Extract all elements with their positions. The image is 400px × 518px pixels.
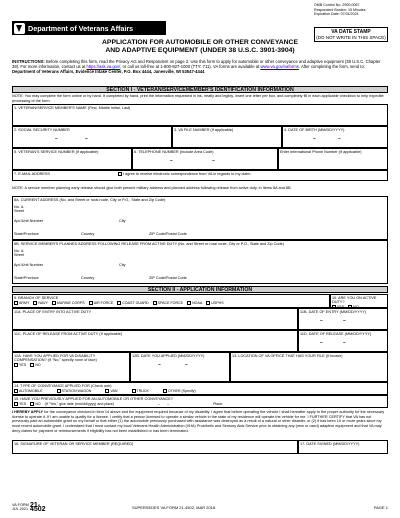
branch-6-option <box>187 301 202 305</box>
field-16-signature[interactable] <box>12 440 298 454</box>
field-1-name[interactable] <box>12 104 388 126</box>
disability-yes-label: YES <box>19 363 27 368</box>
field-6-telephone[interactable] <box>132 148 278 170</box>
branch-0-checkbox[interactable] <box>14 301 18 305</box>
title-line-1: APPLICATION FOR AUTOMOBILE OR OTHER CONVEYANCE <box>102 39 298 46</box>
country-label-8a: Country <box>81 232 95 236</box>
page-number: PAGE 1 <box>373 505 388 510</box>
field-17-label: 17. DATE SIGNED (MM/DD/YYYY) <box>300 441 360 446</box>
field-14-label: 14. TYPE OF CONVEYANCE APPLIED FOR (Check one) <box>14 383 112 388</box>
omb-info <box>314 3 388 17</box>
conveyance-3-label: TRUCK <box>136 389 149 393</box>
phone-dash-1: – <box>170 158 173 164</box>
disability-comp-options <box>14 363 128 367</box>
supersedes-note: SUPERSEDES VA FORM 21-4502, MAR 2018. <box>132 505 217 510</box>
conveyance-2-checkbox[interactable] <box>105 389 109 393</box>
dob-dash-1: – <box>313 136 316 142</box>
mailing-address: Department of Veterans Affairs, Evidence Intake Center, P.O. Box 4444, Janesville, WI 53547-4444 <box>12 69 205 75</box>
field-13-va-office[interactable] <box>230 352 388 382</box>
conveyance-1-checkbox[interactable] <box>57 389 61 393</box>
state-label-8a: State/Province <box>14 232 39 236</box>
branch-5-checkbox[interactable] <box>153 301 157 305</box>
field-13-label: 13. LOCATION OF VA OFFICE THAT HAS YOUR FILE (If known) <box>232 353 343 358</box>
ask-va-link[interactable]: https://ask.va.gov/ <box>86 64 121 70</box>
previous-yes-label: YES <box>19 402 27 406</box>
field-12a-label: 12A. HAVE YOU APPLIED FOR VA DISABILITY COMPENSATION? (If "No," specify none of face) <box>14 353 97 362</box>
branch-2-checkbox[interactable] <box>52 301 56 305</box>
previous-yes-checkbox[interactable] <box>14 402 18 406</box>
form-number: 21-4502 <box>30 502 46 514</box>
applied-dash-1: – <box>158 362 161 368</box>
branch-3-label: AIR FORCE <box>93 301 114 305</box>
field-5-service-number[interactable] <box>12 148 132 170</box>
branch-7-label: USPHS <box>211 301 224 305</box>
section-1-note: NOTE: You may complete the form online or by hand. If completed by hand, print the information requested in ink, neatly and legibly, insert one letter per box, and completely fill in each applicable checkbox to help expedite processing of the form. <box>12 94 384 103</box>
field-14-conveyance-type <box>12 382 388 395</box>
state-label-8b: State/Province <box>14 276 39 280</box>
form-label: VA FORM <box>12 503 29 507</box>
field-12b-label: 12B. DATE YOU APPLIED (MM/DD/YYYY) <box>132 353 205 358</box>
certification-statement <box>12 410 388 434</box>
va-logo <box>12 21 166 35</box>
phone-dash-2: – <box>212 158 215 164</box>
field-3-va-file[interactable] <box>172 126 282 148</box>
field-7-email[interactable] <box>12 170 388 181</box>
branch-7-checkbox[interactable] <box>206 301 210 305</box>
conveyance-3-option <box>132 389 149 393</box>
conveyance-options <box>14 389 386 393</box>
stamp-title: VA DATE STAMP <box>331 29 371 35</box>
email-consent-label: I agree to receive electronic correspondence from VA in regards to my claim. <box>123 172 252 176</box>
field-1-label: 1. VETERAN/SERVICE MEMBER'S NAME (First, Middle Initial, Last) <box>14 105 131 110</box>
certification-text: for the conveyance checked in Item 14 above and the equipment required because of my disability. I agree that before operating the vehicle I shall hereafter apply to the proper authority for the necessary license to operate it. If I am unable to qualify for a license, I certify that a person licensed to operate a similar vehicle in the state of my residence will operate the vehicle for me. I FURTHER CERTIFY that VA has not previously paid an automobile grant on my behalf or that either (1) the automobile previously purchased with assistance was destroyed as a result of a natural or other disaster, or (2) it has been 10 or more years since my most recent automobile grant. I understand that I must contact my local Veterans Health Administration (VHA) Prosthetic and Sensory Aids Service prior to obtaining any (new or used) adaptive equipment and that VA may deny claims for payment or reimbursements if eligibility has not been established or has been terminated. <box>12 410 385 433</box>
section-2-header: SECTION II - APPLICATION INFORMATION <box>12 286 388 293</box>
conveyance-2-option <box>105 389 117 393</box>
field-4-dob[interactable] <box>282 126 388 148</box>
zip-label-8b: ZIP Code/Postal Code <box>149 276 187 280</box>
no-street-label-8a: No. & Street <box>14 205 25 214</box>
entry-dash-2: – <box>343 318 346 324</box>
field-2-ssn[interactable] <box>12 126 172 148</box>
field-17-date-signed[interactable] <box>298 440 388 454</box>
va-forms-link[interactable]: www.va.gov/vaforms <box>260 64 299 70</box>
conveyance-1-label: STATION WAGON <box>61 389 92 393</box>
branch-7-option <box>206 301 223 305</box>
branch-4-checkbox[interactable] <box>117 301 121 305</box>
field-15-label: 15. HAVE YOU PREVIOUSLY APPLIED FOR AN AUTOMOBILE OR OTHER CONVEYANCE? <box>14 396 173 401</box>
ssn-dash-2: – <box>85 136 88 142</box>
field-12b-date-applied[interactable] <box>130 352 230 382</box>
branch-6-checkbox[interactable] <box>187 301 191 305</box>
previous-application-options <box>14 402 386 406</box>
city-label-8a: City <box>119 219 126 223</box>
city-label-8b: City <box>119 263 126 267</box>
applied-dash-2: – <box>185 362 188 368</box>
field-5-label: 5. VETERAN'S SERVICE NUMBER (If applicable) <box>14 149 99 154</box>
form-date: JUL 2021 <box>12 507 29 512</box>
branch-0-label: ARMY <box>19 301 30 305</box>
conveyance-1-option <box>57 389 92 393</box>
email-consent-checkbox[interactable] <box>118 172 122 176</box>
branch-3-option <box>89 301 114 305</box>
branch-6-label: NOAA <box>192 301 203 305</box>
conveyance-4-label: OTHER (Specify) <box>167 389 196 393</box>
field-12a-disability-comp <box>12 352 130 382</box>
release-dash-1: – <box>320 340 323 346</box>
apt-label-8a: Apt./Unit Number <box>14 219 44 223</box>
field-11a-label: 11A. PLACE OF ENTRY INTO ACTIVE DUTY <box>14 309 92 314</box>
field-9-branch <box>12 294 330 308</box>
va-seal-icon <box>14 23 25 34</box>
field-8a-current-address[interactable] <box>12 196 388 240</box>
conveyance-3-checkbox[interactable] <box>132 389 136 393</box>
field-11d-label: 11D. DATE OF RELEASE (MM/DD/YYYY) <box>300 331 372 336</box>
release-dash-2: – <box>343 340 346 346</box>
branch-1-label: NAVY <box>38 301 48 305</box>
instructions-lead: INSTRUCTIONS: <box>12 59 45 64</box>
field-11c-place-of-release[interactable] <box>12 330 298 352</box>
ssn-dash-1: – <box>55 136 58 142</box>
field-11a-place-of-entry[interactable] <box>12 308 298 330</box>
field-6b-label: Enter International Phone Number (If applicable) <box>280 149 362 154</box>
field-2-label: 2. SOCIAL SECURITY NUMBER <box>14 127 70 132</box>
field-10-label: 10. ARE YOU ON ACTIVE DUTY? <box>332 295 377 304</box>
conveyance-0-label: AUTOMOBILE <box>19 389 43 393</box>
field-7-label: 7. E-MAIL ADDRESS <box>14 171 50 176</box>
field-9-label: 9. BRANCH OF SERVICE <box>14 295 59 300</box>
field-16-label: 16. SIGNATURE OF VETERAN OR SERVICE MEMBER (REQUIRED) <box>14 441 134 446</box>
disability-no-checkbox[interactable] <box>30 363 34 367</box>
zip-label-8a: ZIP Code/Postal Code <box>149 232 187 236</box>
title-line-2: AND ADAPTIVE EQUIPMENT (UNDER 38 U.S.C. 3901-3904) <box>105 46 295 54</box>
branch-1-checkbox[interactable] <box>33 301 37 305</box>
conveyance-0-checkbox[interactable] <box>14 389 18 393</box>
field-4-label: 4. DATE OF BIRTH (MM/DD/YYYY) <box>284 127 345 132</box>
email-consent <box>118 172 251 176</box>
conveyance-4-checkbox[interactable] <box>163 389 167 393</box>
branch-1-option <box>33 301 48 305</box>
omb-number: OMB Control No. 2900-0067 <box>314 3 360 7</box>
previous-place-label: Place: <box>213 402 224 406</box>
field-8b-label: 8B. SERVICE MEMBER'S PLANNED ADDRESS FOLLOWING RELEASE FROM ACTIVE DUTY (No. and Street or rural route, City or P.O., State and Zip Code) <box>14 241 284 246</box>
field-15-previous-application <box>12 395 388 408</box>
section-1-note-2: NOTE: A service member planning early release should give both present military address and planned address following release from active duty, in Items 8A and 8B. <box>12 186 292 190</box>
previous-no-label: NO <box>35 402 41 406</box>
branch-3-checkbox[interactable] <box>89 301 93 305</box>
stamp-note: (DO NOT WRITE IN THIS SPACE) <box>316 35 386 40</box>
branch-2-option <box>52 301 85 305</box>
no-street-label-8b: No. & Street <box>14 249 25 258</box>
conveyance-2-label: VAN <box>110 389 118 393</box>
branch-4-option <box>117 301 148 305</box>
conveyance-0-option <box>14 389 43 393</box>
field-11b-label: 11B. DATE OF ENTRY (MM/DD/YYYY) <box>300 309 367 314</box>
certification-lead: I HEREBY APPLY <box>12 410 44 414</box>
agency-name: Department of Veterans Affairs <box>28 23 134 33</box>
form-id <box>12 502 46 514</box>
field-10-active-duty <box>330 294 388 308</box>
branch-5-option <box>153 301 184 305</box>
branch-5-label: SPACE FORCE <box>157 301 184 305</box>
disability-no-label: NO <box>35 363 41 368</box>
branch-0-option <box>14 301 29 305</box>
field-3-label: 3. VA FILE NUMBER (If applicable) <box>174 127 234 132</box>
active-duty-no-label: NO <box>353 305 359 310</box>
expiration-date: Expiration Date: 07/31/2024 <box>314 12 359 17</box>
previous-no-checkbox[interactable] <box>30 402 34 406</box>
entry-dash-1: – <box>320 318 323 324</box>
instructions-text-1: Before completing this form, read the Privacy Act and Respondent on page 2. Use this form to apply for automobile or other conveyance and adaptive equipment (38 U.S.C. Chapter 39). For more information, contact us at <box>12 59 381 70</box>
section-1-header: SECTION I - VETERAN/SERVICEMEMBER'S IDENTIFICATION INFORMATION <box>12 86 388 93</box>
disability-yes-checkbox[interactable] <box>14 363 18 367</box>
previous-date-instruction: (If "Yes," give date (mm/dd/yyyy) and place) <box>44 402 115 406</box>
branch-2-label: MARINE CORPS <box>56 301 85 305</box>
field-11c-label: 11C. PLACE OF RELEASE FROM ACTIVE DUTY (If applicable) <box>14 331 123 336</box>
dob-dash-2: – <box>338 136 341 142</box>
country-label-8b: Country <box>81 276 95 280</box>
field-8a-label: 8A. CURRENT ADDRESS (No. and Street or rural route, City or P.O., State and Zip Code) <box>14 197 166 202</box>
field-8b-planned-address[interactable] <box>12 240 388 284</box>
va-date-stamp-box <box>314 27 388 42</box>
respondent-burden: Respondent Burden: 15 Minutes <box>314 7 366 12</box>
field-6-label: 6. TELEPHONE NUMBER (Include Area Code) <box>134 149 214 154</box>
branch-options <box>14 301 328 305</box>
apt-label-8b: Apt./Unit Number <box>14 263 44 267</box>
active-duty-yes-label: YES <box>337 305 345 310</box>
branch-4-label: COAST GUARD <box>122 301 149 305</box>
field-6-international-phone[interactable] <box>278 148 388 170</box>
instructions-text-3: . After completing the form, send to: <box>298 64 365 70</box>
form-title <box>100 39 300 54</box>
instructions <box>12 59 388 75</box>
conveyance-4-option <box>163 389 196 393</box>
previous-date-dashes: – – <box>158 402 170 406</box>
instructions-text-2: , or call us toll-free at 1-800-827-1000 (TTY: 711). VA forms are available at <box>120 64 261 70</box>
